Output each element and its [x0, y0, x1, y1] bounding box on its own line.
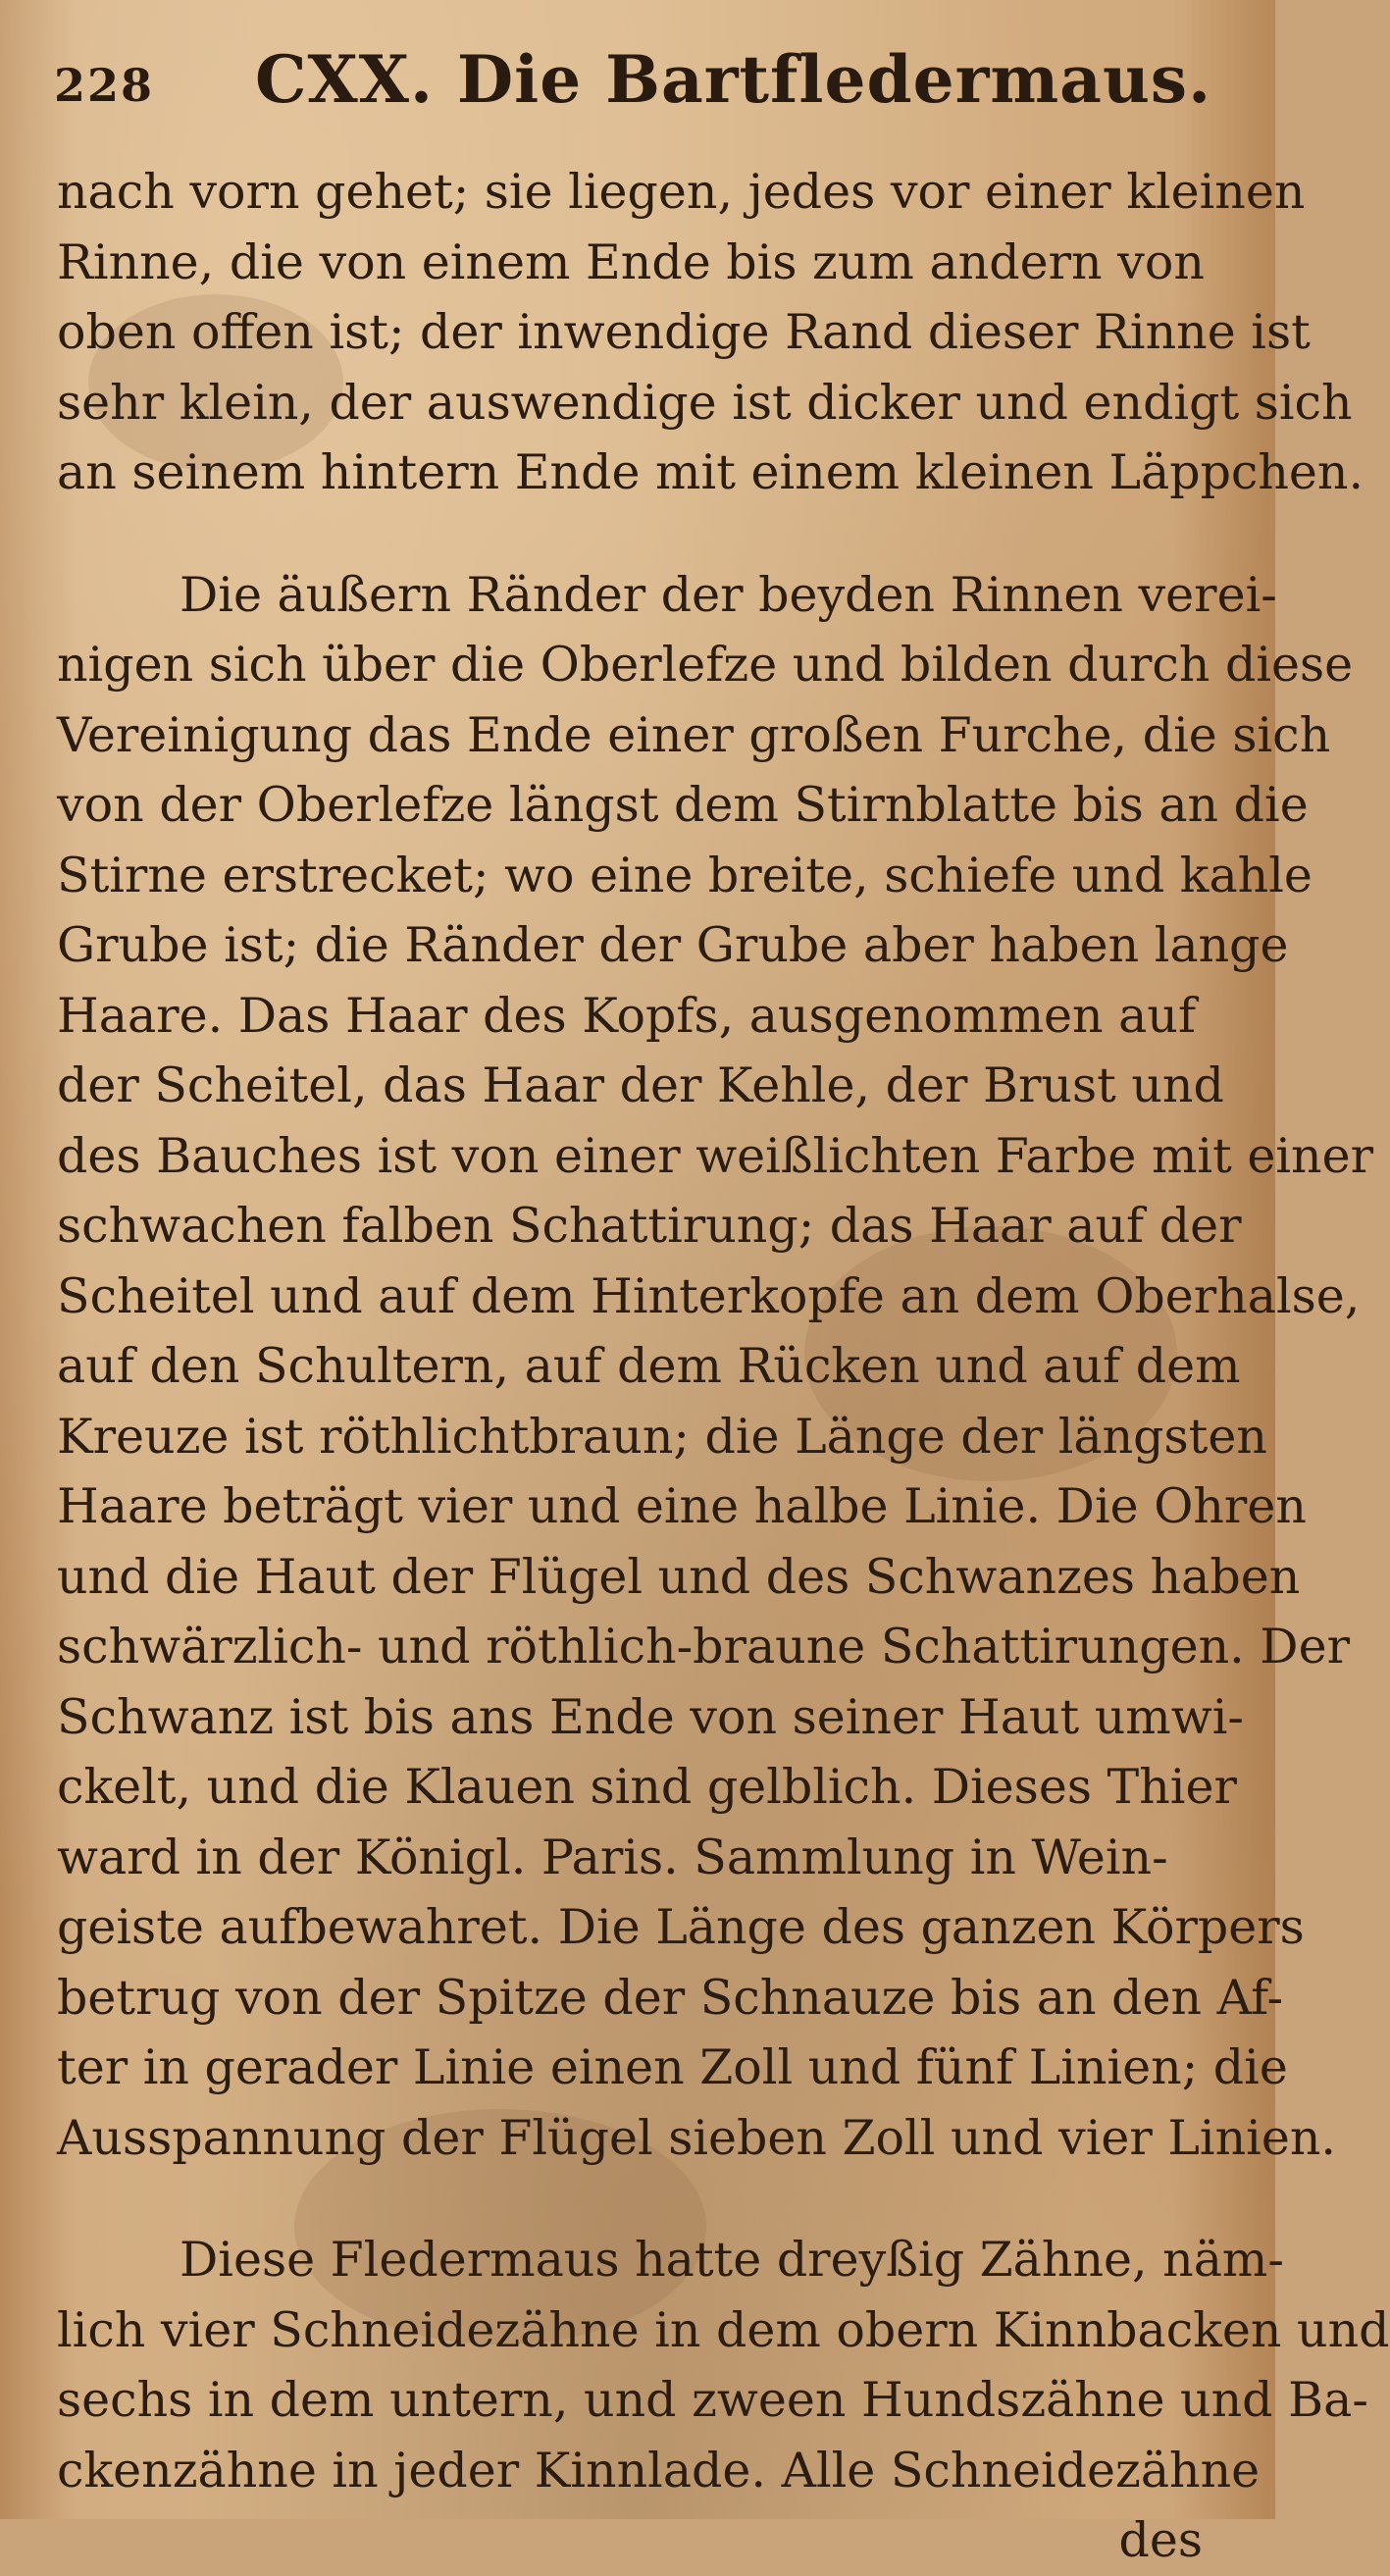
text-line: Schwanz ist bis ans Ende von seiner Haut umwi-: [57, 1688, 1244, 1745]
text-line: Grube ist; die Ränder der Grube aber haben lange: [57, 917, 1289, 973]
text-line: ckenzähne in jeder Kinnlade. Alle Schneidezähne: [57, 2442, 1261, 2499]
text-line: schwachen falben Schattirung; das Haar auf der: [57, 1198, 1242, 1254]
text-line: Vereinigung das Ende einer großen Furche, die sich: [57, 706, 1331, 763]
paragraph-gap: [57, 508, 1234, 560]
text-line: Rinne, die von einem Ende bis zum andern von: [57, 233, 1205, 290]
text-line: nach vorn gehet; sie liegen, jedes vor einer kleinen: [57, 164, 1306, 220]
text-line: der Scheitel, das Haar der Kehle, der Brust und: [57, 1057, 1224, 1113]
catchword: des: [1118, 2512, 1203, 2568]
body-text: [57, 157, 1390, 2576]
text-line: an seinem hintern Ende mit einem kleinen Läppchen.: [57, 444, 1364, 500]
text-line: Scheitel und auf dem Hinterkopfe an dem Oberhalse,: [57, 1267, 1361, 1324]
text-line: ward in der Königl. Paris. Sammlung in Wein-: [57, 1829, 1168, 1885]
text-line: schwärzlich- und röthlich-braune Schattirungen. Der: [57, 1619, 1350, 1674]
text-line: oben offen ist; der inwendige Rand dieser Rinne ist: [57, 304, 1311, 360]
text-line: Haare beträgt vier und eine halbe Linie. Die Ohren: [57, 1478, 1307, 1534]
text-line: Haare. Das Haar des Kopfs, ausgenommen auf: [57, 987, 1197, 1044]
text-line: geiste aufbewahret. Die Länge des ganzen Körpers: [57, 1899, 1305, 1955]
text-line: Diese Fledermaus hatte dreyßig Zähne, näm-: [180, 2232, 1284, 2288]
text-line: Die äußern Ränder der beyden Rinnen verei-: [180, 566, 1277, 623]
text-line: des Bauches ist von einer weißlichten Farbe mit einer: [57, 1127, 1374, 1184]
text-line: ckelt, und die Klauen sind gelblich. Dieses Thier: [57, 1759, 1237, 1815]
text-line: und die Haut der Flügel und des Schwanzes haben: [57, 1548, 1301, 1605]
running-header: [54, 37, 1231, 126]
text-line: von der Oberlefze längst dem Stirnblatte bis an die: [57, 777, 1309, 833]
text-line: lich vier Schneidezähne in dem obern Kinnbacken und: [57, 2301, 1390, 2358]
text-line: sechs in dem untern, und zween Hundszähne und Ba-: [57, 2372, 1368, 2428]
page-number: 228: [54, 59, 155, 112]
text-line: ter in gerader Linie einen Zoll und fünf Linien; die: [57, 2039, 1288, 2095]
text-line: sehr klein, der auswendige ist dicker und endigt sich: [57, 374, 1353, 431]
paragraph-gap: [57, 2173, 1234, 2225]
text-line: Stirne erstrecket; wo eine breite, schiefe und kahle: [57, 847, 1313, 903]
text-line: auf den Schultern, auf dem Rücken und auf dem: [57, 1338, 1241, 1394]
text-line: Ausspannung der Flügel sieben Zoll und vier Linien.: [57, 2109, 1336, 2166]
chapter-heading: CXX. Die Bartfledermaus.: [255, 41, 1212, 118]
text-line: betrug von der Spitze der Schnauze bis an den Af-: [57, 1969, 1284, 2026]
text-line: Kreuze ist röthlichtbraun; die Länge der längsten: [57, 1408, 1267, 1465]
text-line: nigen sich über die Oberlefze und bilden durch diese: [57, 637, 1354, 693]
